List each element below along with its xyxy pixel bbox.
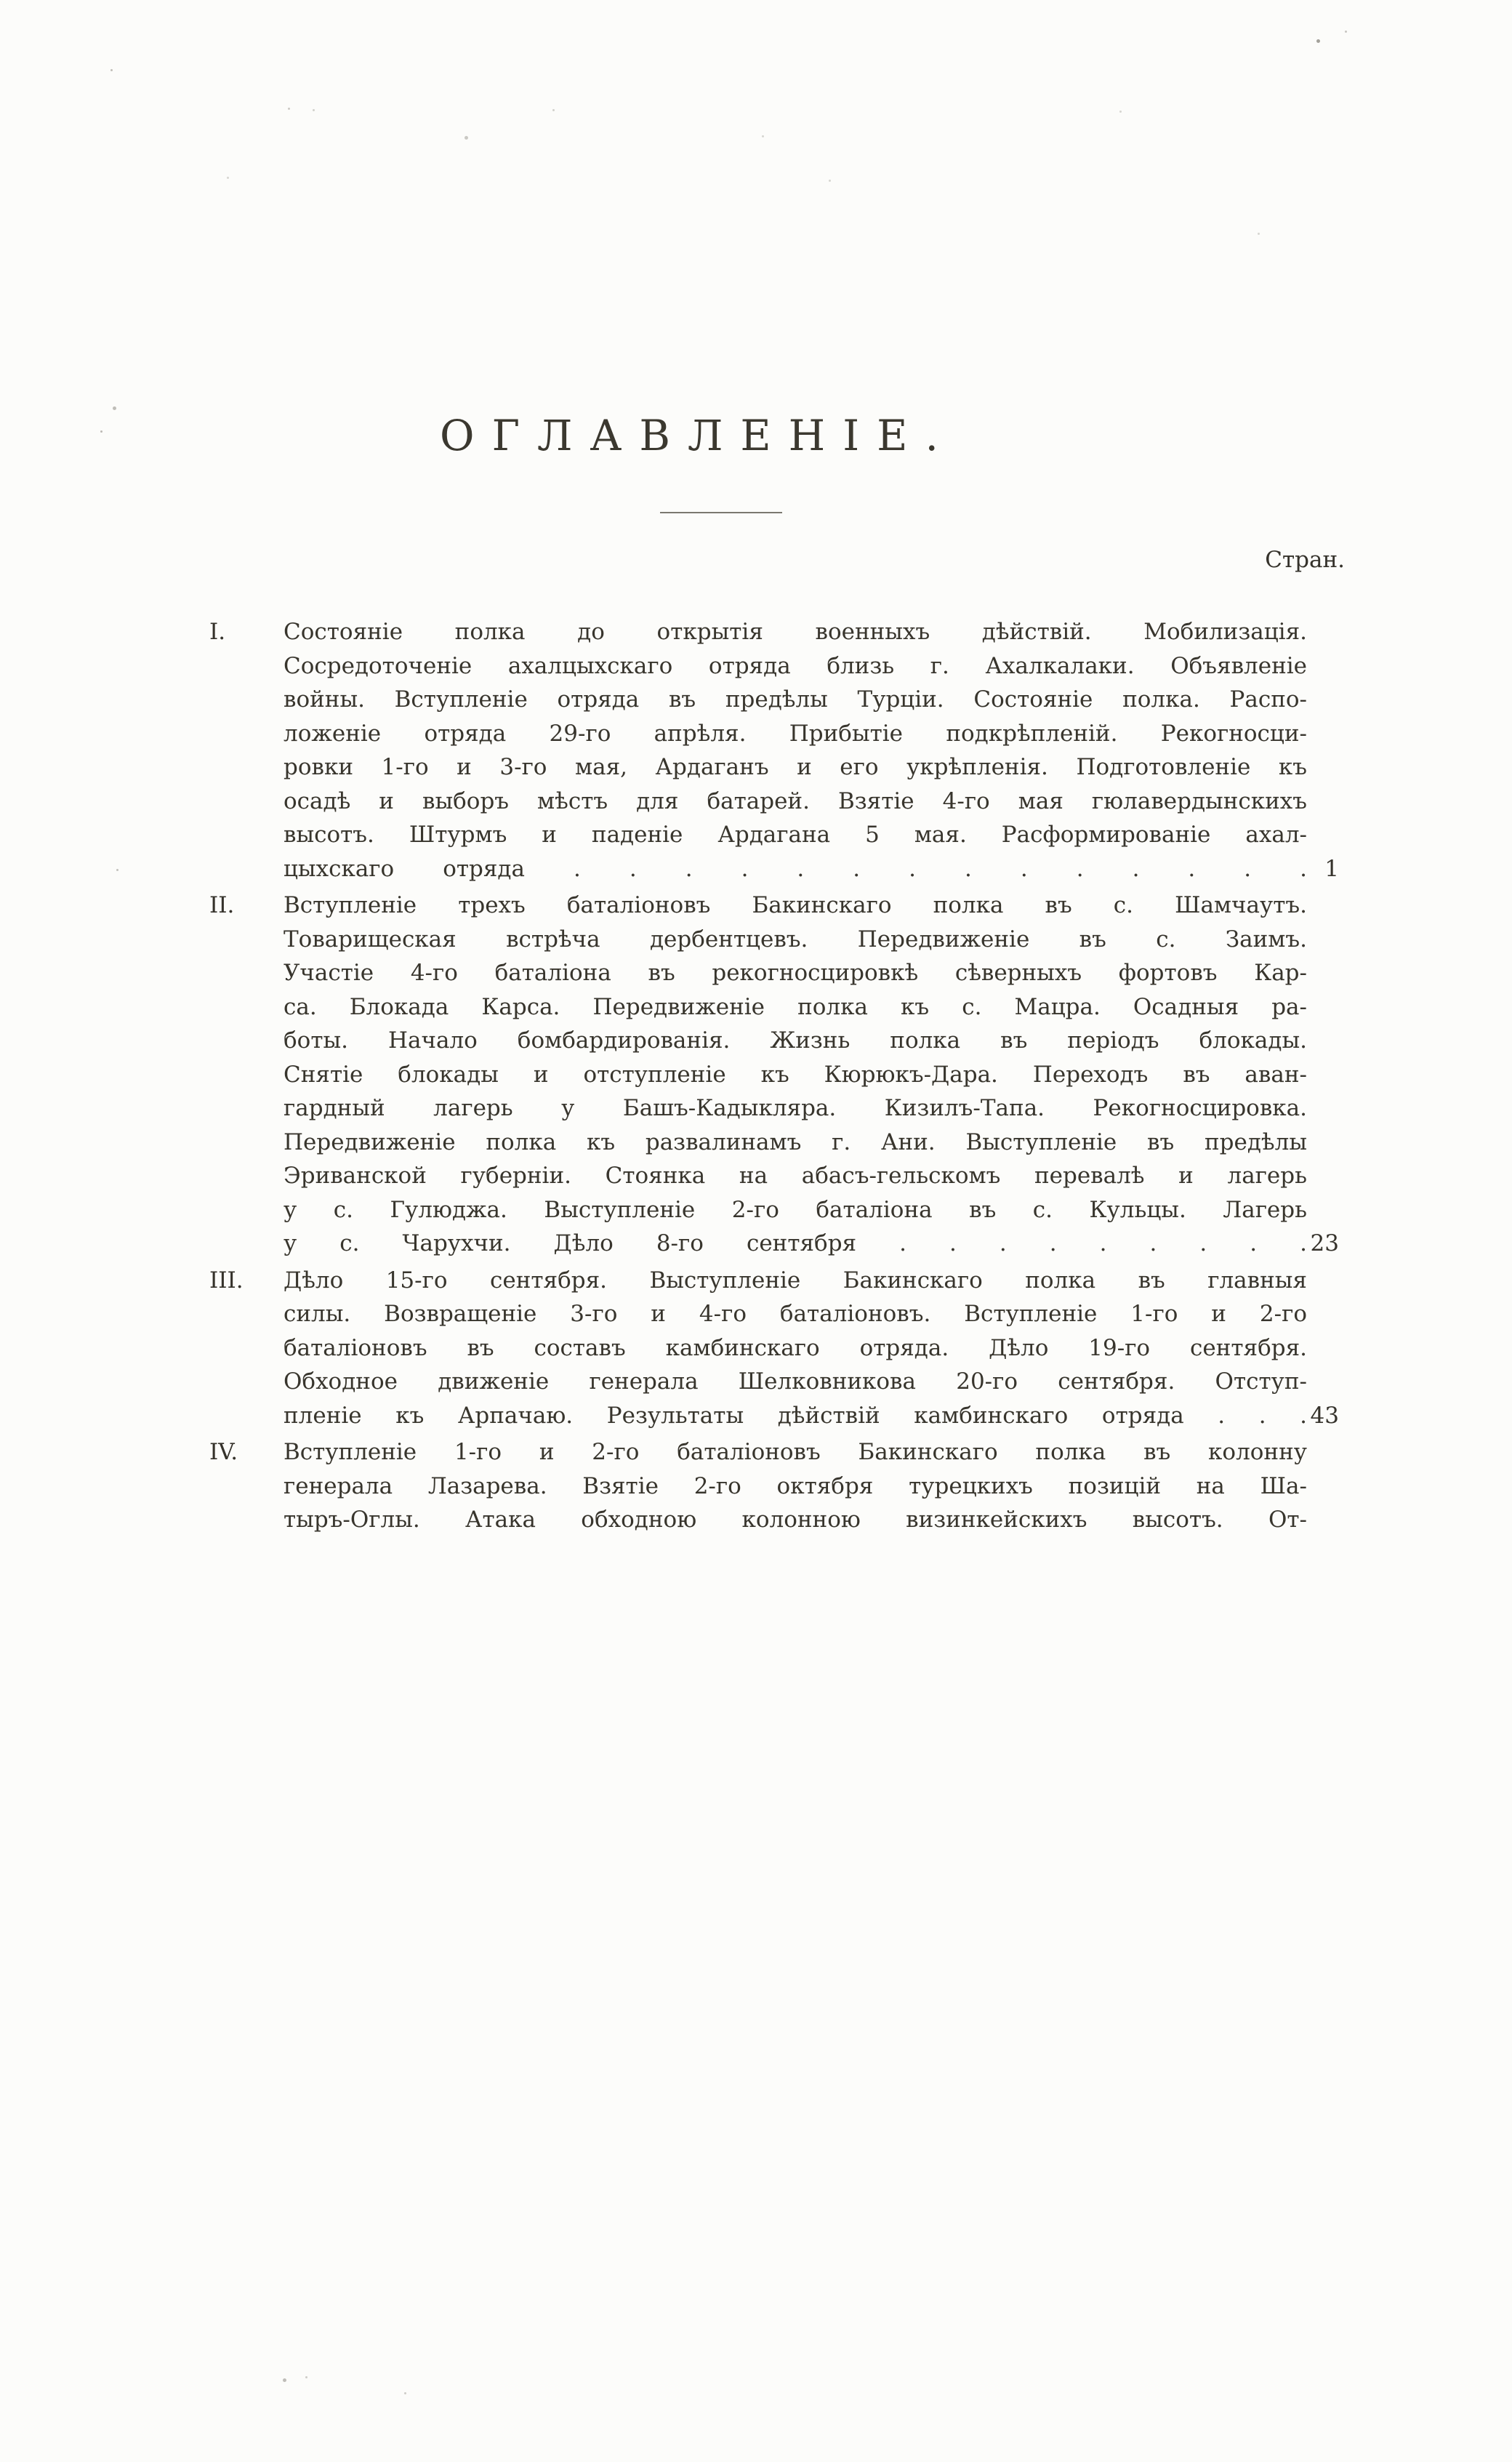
entry-line: Дѣло 15-го сентября. Выступленіе Бакинскаго полка въ главныя [284, 1267, 1307, 1294]
entry-line: боты. Начало бомбардированія. Жизнь полка въ періодъ блокады. [284, 1027, 1307, 1054]
entry-line: Вступленіе 1-го и 2-го баталіоновъ Бакинскаго полка въ колонну [284, 1439, 1307, 1465]
entry-line: ровки 1-го и 3-го мая, Ардаганъ и его укрѣпленія. Подготовленіе къ [284, 754, 1307, 780]
scan-noise-specks [0, 0, 2, 2]
entry-line: Состояніе полка до открытія военныхъ дѣйствій. Мобилизація. [284, 619, 1307, 645]
entry-line: у с. Гулюджа. Выступленіе 2-го баталіона въ с. Кульцы. Лагерь [284, 1196, 1307, 1223]
entry-line: Снятіе блокады и отступленіе къ Кюрюкъ-Дара. Переходъ въ аван- [284, 1061, 1307, 1088]
entry-line: Участіе 4-го баталіона въ рекогносцировкѣ сѣверныхъ фортовъ Кар- [284, 960, 1307, 986]
page-title: ОГЛАВЛЕНІЕ. [440, 411, 956, 460]
entry-line: баталіоновъ въ составъ камбинскаго отряда. Дѣло 19-го сентября. [284, 1334, 1307, 1361]
title-divider-rule [660, 512, 782, 513]
entry-page-number: 1 [1324, 855, 1339, 882]
entry-line: ложеніе отряда 29-го апрѣля. Прибытіе подкрѣпленій. Рекогносци- [284, 720, 1307, 747]
entry-line: тыръ-Оглы. Атака обходною колонною визинкейскихъ высотъ. От- [284, 1507, 1307, 1533]
entry-numeral: II. [209, 892, 235, 918]
entry-numeral: I. [209, 619, 226, 645]
entry-line: Передвиженіе полка къ развалинамъ г. Ани. Выступленіе въ предѣлы [284, 1128, 1307, 1155]
toc-entry-3 [209, 1264, 1339, 1433]
entry-text [284, 1264, 1307, 1433]
entry-line: пленіе къ Арпачаю. Результаты дѣйствій камбинскаго отряда . . . [284, 1402, 1307, 1429]
entry-numeral: IV. [209, 1439, 238, 1465]
entry-line: Вступленіе трехъ баталіоновъ Бакинскаго полка въ с. Шамчаутъ. [284, 892, 1307, 918]
toc-entry-2 [209, 889, 1339, 1261]
entry-line: войны. Вступленіе отряда въ предѣлы Турціи. Состояніе полка. Распо- [284, 686, 1307, 713]
entry-line: генерала Лазарева. Взятіе 2-го октября турецкихъ позицій на Ша- [284, 1472, 1307, 1499]
entry-page-number: 43 [1310, 1402, 1339, 1429]
toc-entry-4 [209, 1435, 1307, 1537]
entry-line: Эриванской губерніи. Стоянка на абасъ-гельскомъ перевалѣ и лагерь [284, 1163, 1307, 1189]
entry-numeral: III. [209, 1267, 244, 1294]
entry-line: осадѣ и выборъ мѣстъ для батарей. Взятіе 4-го мая гюлавердынскихъ [284, 787, 1307, 814]
entry-line: са. Блокада Карса. Передвиженіе полка къ с. Мацра. Осадныя ра- [284, 993, 1307, 1020]
toc-entry-1 [209, 615, 1339, 886]
table-of-contents [209, 615, 1339, 1540]
entry-line: цыхскаго отряда . . . . . . . . . . . . . . [284, 855, 1307, 882]
entry-text [284, 889, 1307, 1261]
entry-line: высотъ. Штурмъ и паденіе Ардагана 5 мая. Расформированіе ахал- [284, 822, 1307, 848]
entry-line: гардный лагерь у Башъ-Кадыкляра. Кизилъ-Тапа. Рекогносцировка. [284, 1095, 1307, 1121]
entry-line: Обходное движеніе генерала Шелковникова 20-го сентября. Отступ- [284, 1368, 1307, 1395]
entry-line: у с. Чарухчи. Дѣло 8-го сентября . . . . . . . . . [284, 1230, 1307, 1256]
entry-line: Сосредоточеніе ахалцыхскаго отряда близь г. Ахалкалаки. Объявленіе [284, 652, 1307, 679]
entry-text [284, 615, 1307, 886]
entry-page-number: 23 [1310, 1230, 1339, 1256]
entry-line: силы. Возвращеніе 3-го и 4-го баталіоновъ. Вступленіе 1-го и 2-го [284, 1301, 1307, 1327]
pages-column-header: Стран. [1265, 547, 1345, 573]
entry-line: Товарищеская встрѣча дербентцевъ. Передвиженіе въ с. Заимъ. [284, 926, 1307, 953]
entry-text [284, 1435, 1307, 1537]
